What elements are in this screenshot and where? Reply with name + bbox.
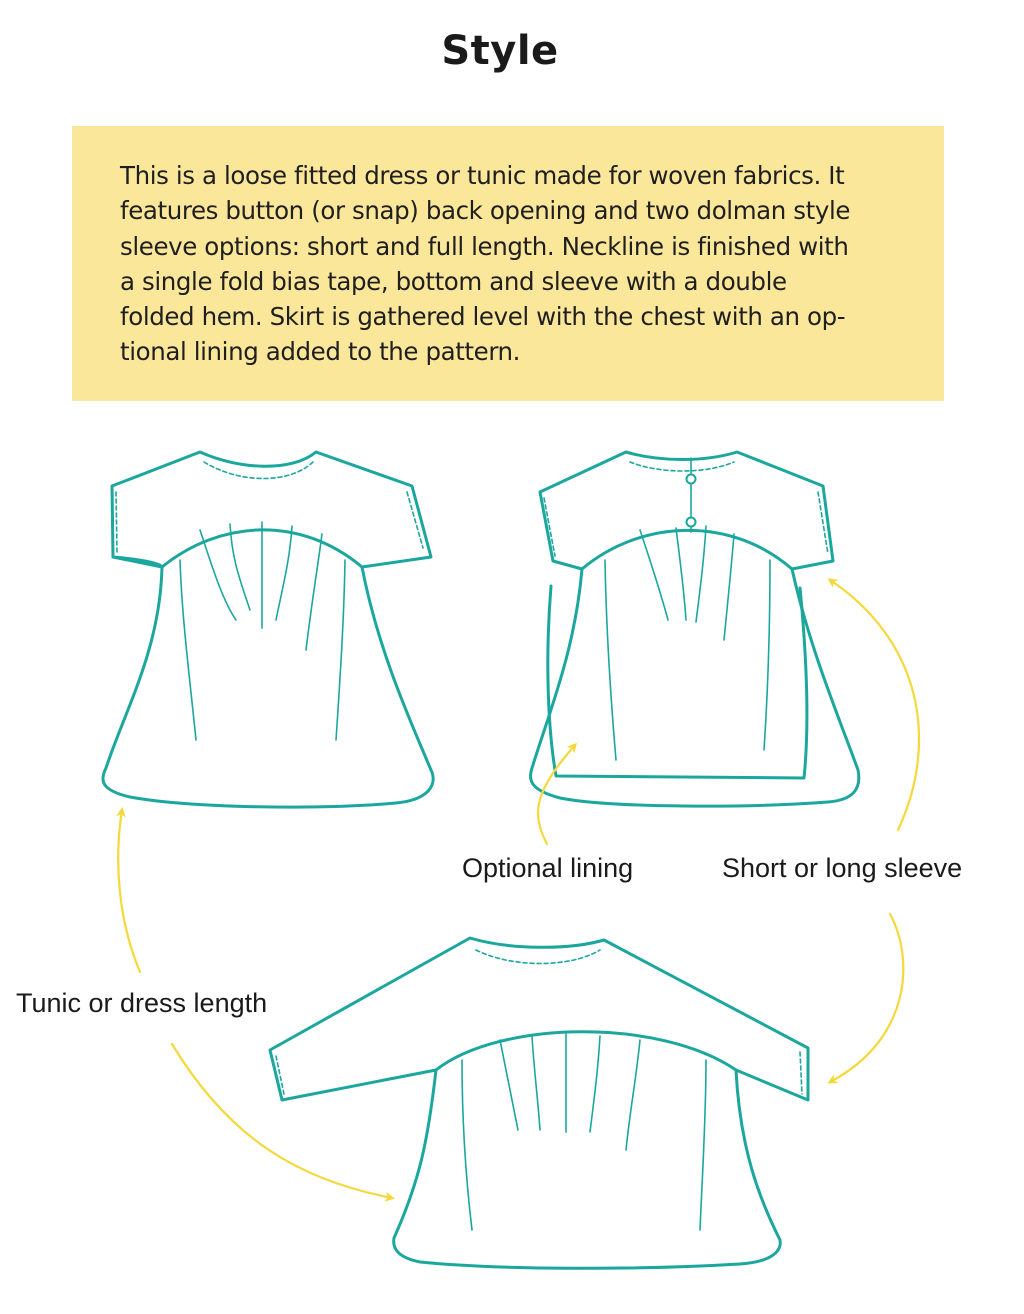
- arrow-optional-lining: [538, 745, 575, 844]
- page-title: Style: [441, 28, 559, 74]
- arrow-sleeve-up: [830, 580, 919, 830]
- description-line: sleeve options: short and full length. Neckline is finished with: [120, 231, 849, 261]
- back-short-sleeve-dress: [530, 452, 858, 806]
- arrow-length-up: [118, 810, 140, 972]
- sleeve-option-label: Short or long sleeve: [722, 853, 963, 883]
- back-button-bottom: [687, 518, 696, 527]
- front-short-sleeve-details: [116, 462, 423, 740]
- front-short-sleeve-dress: [103, 452, 433, 807]
- long-sleeve-tunic: [270, 938, 808, 1268]
- description-line: This is a loose fitted dress or tunic made for woven fabrics. It: [120, 161, 845, 190]
- arrow-length-down: [172, 1044, 392, 1198]
- back-button-top: [687, 475, 696, 484]
- length-option-label: Tunic or dress length: [16, 988, 268, 1018]
- description-line: features button (or snap) back opening and two dolman style: [120, 196, 851, 226]
- arrow-sleeve-down: [830, 914, 903, 1082]
- back-short-sleeve-details: [544, 458, 828, 760]
- description-line: folded hem. Skirt is gathered level with the chest with an op-: [120, 302, 846, 332]
- optional-lining-label: Optional lining: [462, 853, 634, 883]
- annotation-arrows: [118, 580, 919, 1198]
- description-line: a single fold bias tape, bottom and sleeve with a double: [120, 266, 787, 296]
- description-line: tional lining added to the pattern.: [120, 337, 521, 367]
